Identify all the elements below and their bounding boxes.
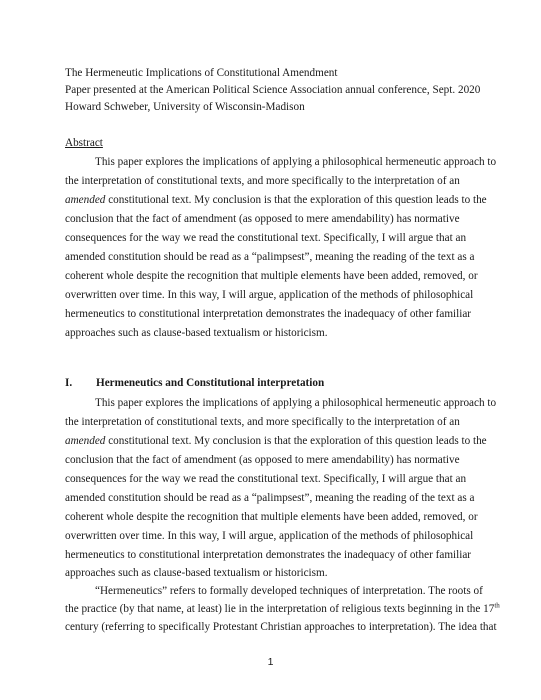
abstract-line-rest: constitutional text. My conclusion is that the exploration of this question leads to the <box>105 194 487 206</box>
body-line: This paper explores the implications of applying a philosophical hermeneutic approach to <box>95 397 497 409</box>
paper-title: The Hermeneutic Implications of Constitutional Amendment <box>65 67 338 79</box>
abstract-line: consequences for the way we read the constitutional text. Specifically, I will argue that an <box>65 232 467 244</box>
section-number: I. <box>65 377 73 389</box>
body-line: hermeneutics to constitutional interpretation demonstrates the inadequacy of other familiar <box>65 549 472 561</box>
body-line: conclusion that the fact of amendment (as opposed to mere amendability) has normative <box>65 454 460 466</box>
body-line: approaches such as clause-based textualism or historicism. <box>65 567 328 579</box>
abstract-line: This paper explores the implications of applying a philosophical hermeneutic approach to <box>95 156 497 168</box>
abstract-line: coherent whole despite the recognition that multiple elements have been added, removed, or <box>65 270 478 282</box>
body-line: “Hermeneutics” refers to formally developed techniques of interpretation. The roots of <box>95 585 483 597</box>
body-line: consequences for the way we read the constitutional text. Specifically, I will argue that an <box>65 473 467 485</box>
body-line <box>65 602 500 616</box>
abstract-line: conclusion that the fact of amendment (as opposed to mere amendability) has normative <box>65 213 460 225</box>
italic-word: amended <box>65 435 106 447</box>
body-line-rest: constitutional text. My conclusion is that the exploration of this question leads to the <box>105 435 487 447</box>
abstract-line: amended constitution should be read as a “palimpsest”, meaning the reading of the text as a <box>65 251 475 263</box>
abstract-line: hermeneutics to constitutional interpretation demonstrates the inadequacy of other familiar <box>65 308 472 320</box>
superscript: th <box>494 601 500 610</box>
body-line: amended constitution should be read as a “palimpsest”, meaning the reading of the text as a <box>65 492 475 504</box>
abstract-line: the interpretation of constitutional texts, and more specifically to the interpretation of an <box>65 175 460 187</box>
body-line: century (referring to specifically Protestant Christian approaches to interpretation). The idea that <box>65 621 497 633</box>
body-line-text: the practice (by that name, at least) lie in the interpretation of religious texts beginning in the 17 <box>65 603 495 615</box>
body-line: overwritten over time. In this way, I will argue, application of the methods of philosophical <box>65 530 474 542</box>
abstract-line <box>65 193 487 207</box>
section-title: Hermeneutics and Constitutional interpretation <box>96 377 325 389</box>
abstract-line: approaches such as clause-based textualism or historicism. <box>65 327 328 339</box>
abstract-heading: Abstract <box>65 137 103 149</box>
page-number: 1 <box>267 656 274 668</box>
italic-word: amended <box>65 194 106 206</box>
abstract-line: overwritten over time. In this way, I will argue, application of the methods of philosophical <box>65 289 474 301</box>
paper-venue: Paper presented at the American Political Science Association annual conference, Sept. 2020 <box>65 84 481 96</box>
body-line: coherent whole despite the recognition that multiple elements have been added, removed, or <box>65 511 478 523</box>
body-line <box>65 434 487 448</box>
paper-author: Howard Schweber, University of Wisconsin-Madison <box>65 101 305 113</box>
body-line: the interpretation of constitutional texts, and more specifically to the interpretation of an <box>65 416 460 428</box>
